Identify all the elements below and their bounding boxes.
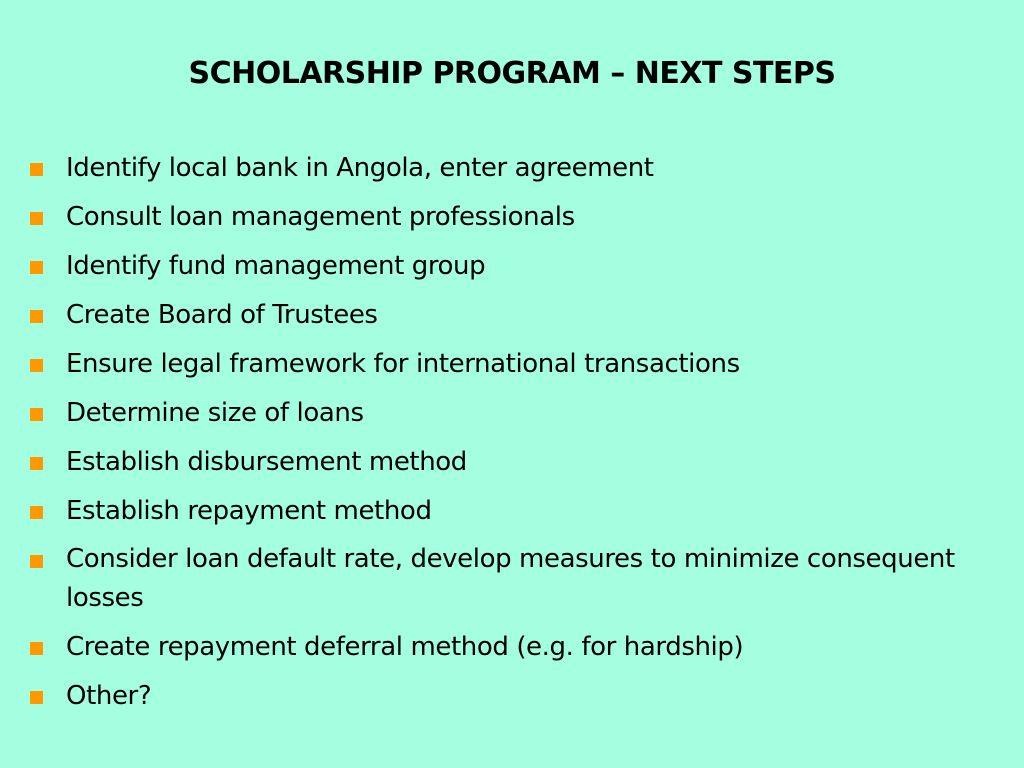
square-bullet-icon (30, 506, 43, 519)
square-bullet-icon (30, 163, 43, 176)
list-item-text: Establish repayment method (66, 496, 432, 526)
slide-title: SCHOLARSHIP PROGRAM – NEXT STEPS (188, 56, 836, 91)
list-item-text: Consult loan management professionals (66, 202, 575, 232)
square-bullet-icon (30, 310, 43, 323)
square-bullet-icon (30, 457, 43, 470)
square-bullet-icon (30, 261, 43, 274)
list-item (30, 197, 990, 237)
list-item-text: Identify local bank in Angola, enter agreement (66, 153, 654, 183)
list-item (30, 442, 990, 482)
list-item-text: Create Board of Trustees (66, 300, 378, 330)
list-item-text: Other? (66, 681, 152, 711)
square-bullet-icon (30, 691, 43, 704)
list-item (30, 676, 990, 716)
list-item (30, 540, 990, 618)
list-item (30, 393, 990, 433)
list-item (30, 344, 990, 384)
list-item (30, 627, 990, 667)
list-item-text: Ensure legal framework for international transactions (66, 349, 740, 379)
list-item (30, 295, 990, 335)
list-item-text: Establish disbursement method (66, 447, 467, 477)
list-item-text: Consider loan default rate, develop measures to minimize consequent losses (66, 544, 955, 613)
square-bullet-icon (30, 359, 43, 372)
next-steps-list (30, 148, 990, 725)
square-bullet-icon (30, 642, 43, 655)
list-item-text: Create repayment deferral method (e.g. for hardship) (66, 632, 744, 662)
square-bullet-icon (30, 212, 43, 225)
list-item (30, 246, 990, 286)
list-item (30, 148, 990, 188)
list-item-text: Identify fund management group (66, 251, 486, 281)
square-bullet-icon (30, 408, 43, 421)
square-bullet-icon (30, 555, 43, 568)
list-item-text: Determine size of loans (66, 398, 364, 428)
list-item (30, 491, 990, 531)
